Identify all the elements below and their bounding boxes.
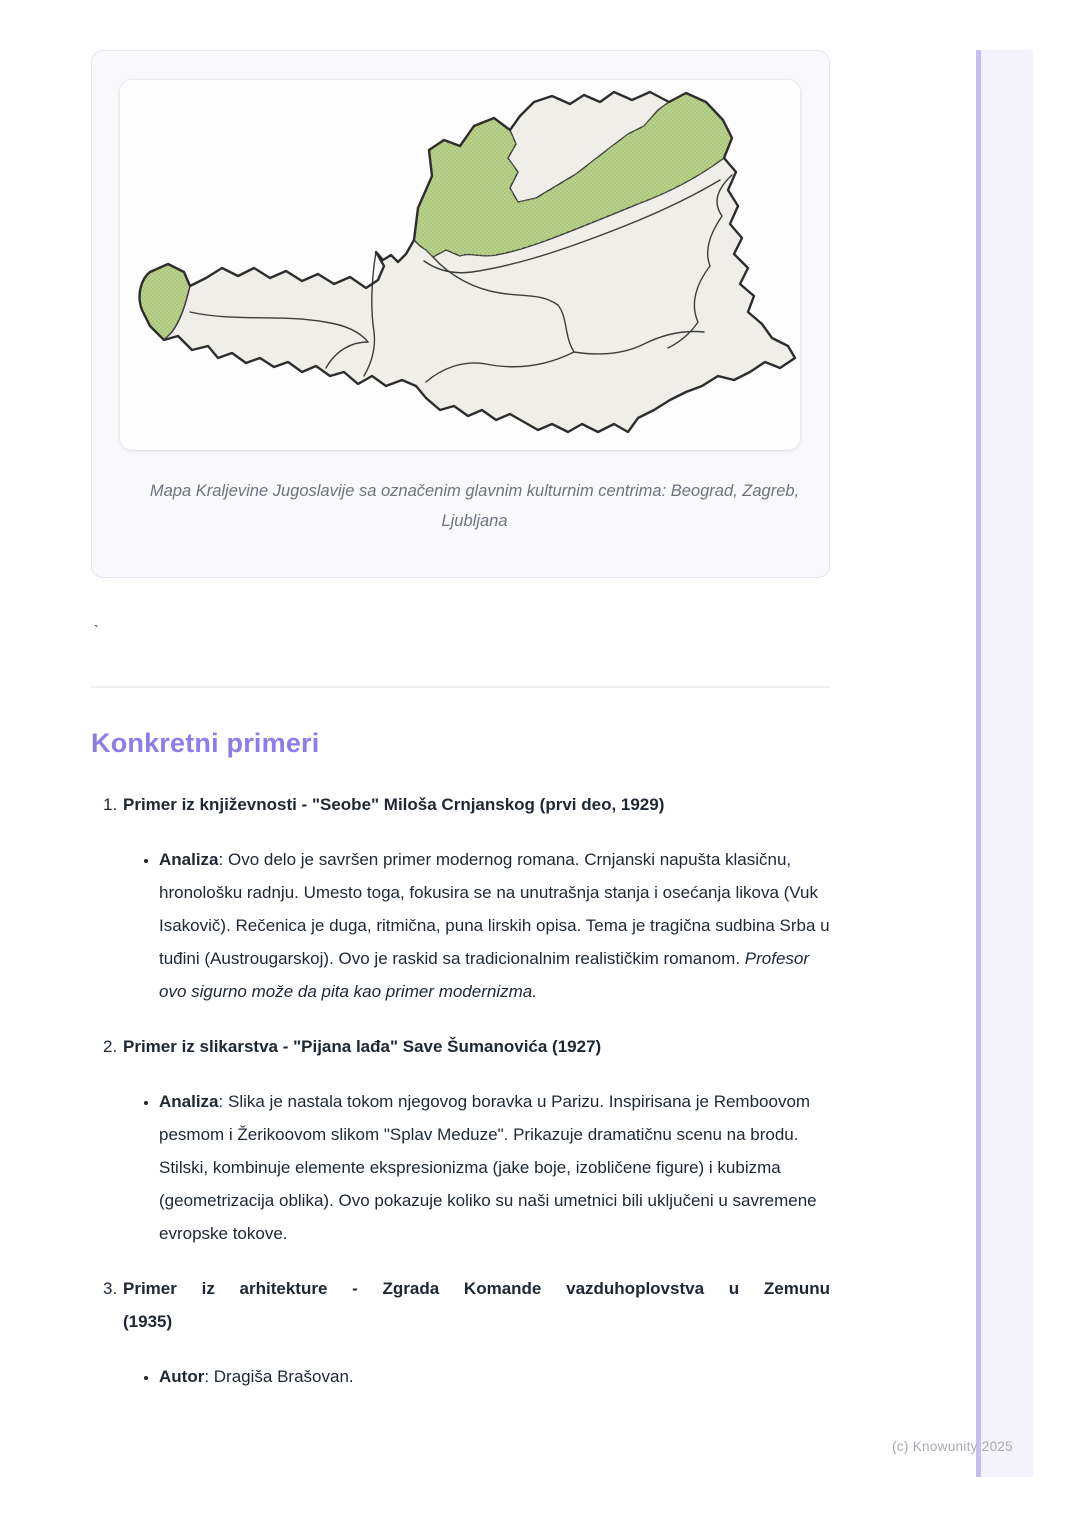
document-content <box>91 0 830 1415</box>
numbered-list <box>91 788 830 1393</box>
item-content <box>123 1272 830 1393</box>
right-edge-rail <box>976 50 981 1477</box>
bullet-analysis <box>159 1085 830 1250</box>
section-divider <box>91 686 830 688</box>
item-title: Primer iz slikarstva - "Pijana lađa" Save Šumanovića (1927) <box>123 1037 602 1056</box>
item-title: Primer iz književnosti - "Seobe" Miloša Crnjanskog (prvi deo, 1929) <box>123 795 665 814</box>
bullet-analysis <box>159 843 830 1008</box>
item-number: 1. <box>103 795 118 814</box>
right-edge-panel <box>981 50 1033 1477</box>
bullet-italic-note: Profesor ovo sigurno može da pita kao primer modernizma. <box>159 949 810 1001</box>
map-card <box>91 50 830 578</box>
yugoslavia-map-illustration <box>120 80 800 450</box>
section-title: Konkretni primeri <box>91 728 320 758</box>
map-image-panel <box>120 80 800 450</box>
bullet-label: Analiza <box>159 850 219 869</box>
item-number: 3. <box>103 1279 118 1298</box>
bullet-list <box>123 1360 830 1393</box>
map-caption: Mapa Kraljevine Jugoslavije sa označenim glavnim kulturnim centrima: Beograd, Zagreb, Ljubljana <box>149 482 800 530</box>
bullet-text: : Slika je nastala tokom njegovog boravka u Parizu. Inspirisana je Remboovom pesmom i Žerikoovom slikom "Splav Meduze". Prikazuje dramatičnu scenu na brodu. Stilski, kombinuje elemente ekspresionizma (jake boje, izobličene figure) i kubizma (geometrizacija oblika). Ovo pokazuje koliko su naši umetnici bili uključeni u savremene evropske tokove. <box>159 1092 817 1243</box>
item-title-line1: Primer iz arhitekture - Zgrada Komande vazduhoplovstva u Zemunu <box>123 1279 830 1298</box>
list-item-1 <box>91 788 830 1008</box>
item-title <box>123 1272 830 1338</box>
item-title-line2: (1935) <box>123 1312 173 1331</box>
bullet-label: Autor <box>159 1367 205 1386</box>
item-content <box>123 1030 830 1250</box>
bullet-list <box>123 1085 830 1250</box>
list-item-2 <box>91 1030 830 1250</box>
bullet-text: : Ovo delo je savršen primer modernog romana. Crnjanski napušta klasičnu, hronološku radnju. Umesto toga, fokusira se na unutrašnja stanja i osećanja likova (Vuk Isakovič). Rečenica je duga, ritmična, puna lirskih opisa. Tema je tragična sudbina Srba u tuđini (Austrougarskoj). Ovo je raskid sa tradicionalnim realističkim romanom. <box>159 850 830 968</box>
stray-backtick: ` <box>94 622 99 638</box>
item-number: 2. <box>103 1037 118 1056</box>
list-item-3 <box>91 1272 830 1393</box>
item-content <box>123 788 830 1008</box>
copyright-footer: (c) Knowunity 2025 <box>892 1439 1013 1454</box>
bullet-label: Analiza <box>159 1092 219 1111</box>
bullet-list <box>123 843 830 1008</box>
bullet-author <box>159 1360 830 1393</box>
bullet-text: : Dragiša Brašovan. <box>204 1367 354 1386</box>
